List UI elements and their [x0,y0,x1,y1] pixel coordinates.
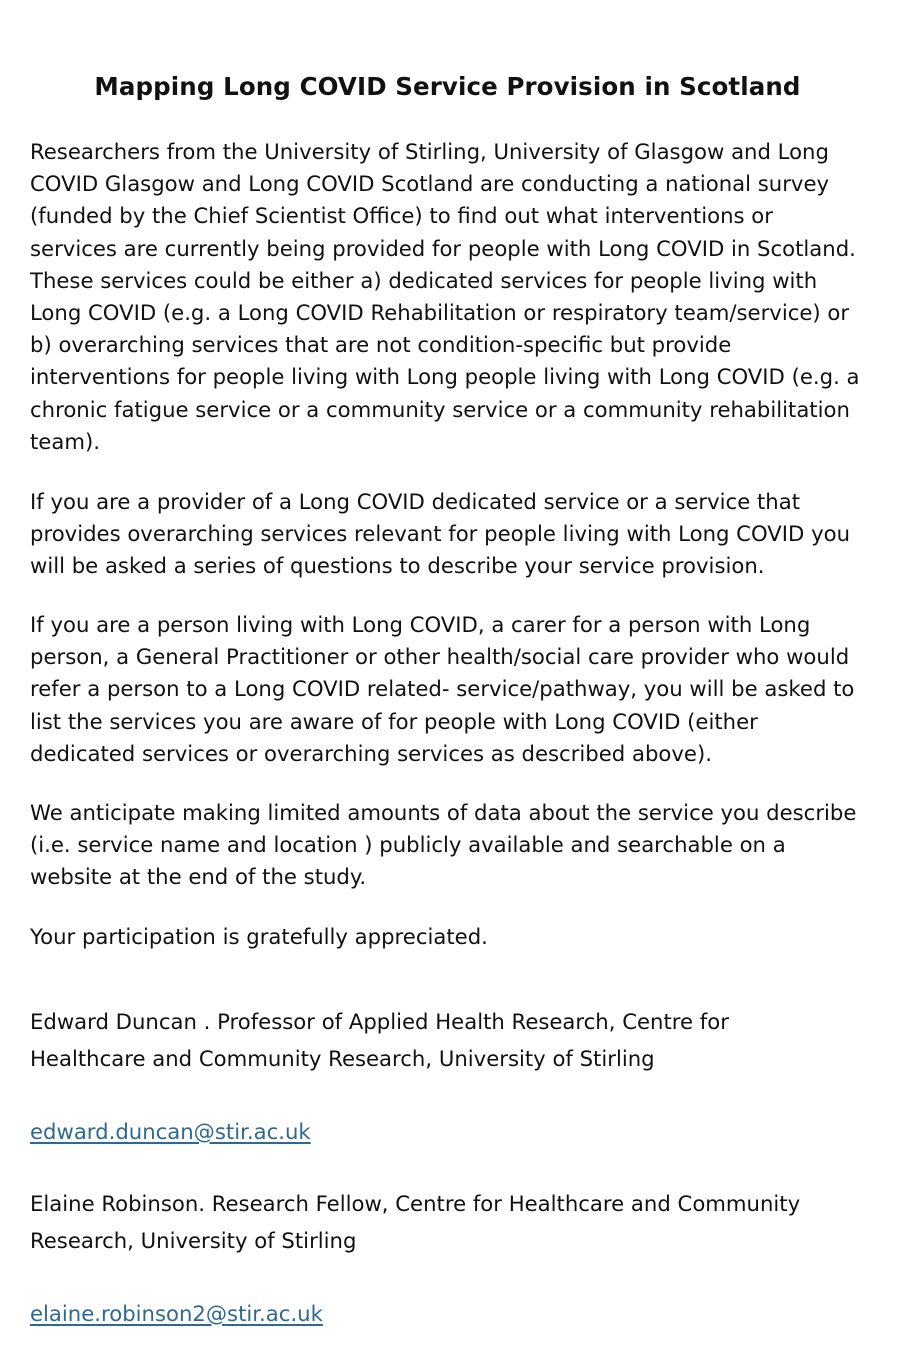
paragraph-thanks: Your participation is gratefully appreciated. [30,924,488,949]
document-title: Mapping Long COVID Service Provision in Scotland [94,72,801,101]
paragraph-people-and-practitioners: If you are a person living with Long COVID, a carer for a person with Long person, a General Practitioner or other health/social care provider who would refer a person to a Long COVID related- service/pathway, you will be asked to list the services you are aware of for people with Long COVID (either dedicated services or overarching services as described above). [30,612,855,766]
contact-edward-duncan: Edward Duncan . Professor of Applied Health Research, Centre for Healthcare and Community Research, University of Stirling [30,1009,729,1071]
email-link-edward-duncan[interactable]: edward.duncan@stir.ac.uk [30,1118,311,1144]
paragraph-survey-intro: Researchers from the University of Stirling, University of Glasgow and Long COVID Glasgow and Long COVID Scotland are conducting a national survey (funded by the Chief Scientist Office) to find out what interventions or services are currently being provided for people with Long COVID in Scotland. These services could be either a) dedicated services for people living with Long COVID (e.g. a Long COVID Rehabilitation or respiratory team/service) or b) overarching services that are not condition-specific but provide interventions for people living with Long people living with Long COVID (e.g. a chronic fatigue service or a community service or a community rehabilitation team). [30,139,860,454]
email-link-elaine-robinson[interactable]: elaine.robinson2@stir.ac.uk [30,1300,323,1326]
contact-list [30,968,875,1368]
paragraph-data-sharing: We anticipate making limited amounts of data about the service you describe (i.e. service name and location ) publicly available and searchable on a website at the end of the study. [30,800,857,890]
paragraph-service-providers: If you are a provider of a Long COVID dedicated service or a service that provides overarching services relevant for people living with Long COVID you will be asked a series of questions to describe your service provision. [30,489,851,579]
contact-elaine-robinson: Elaine Robinson. Research Fellow, Centre for Healthcare and Community Research, University of Stirling [30,1191,801,1253]
